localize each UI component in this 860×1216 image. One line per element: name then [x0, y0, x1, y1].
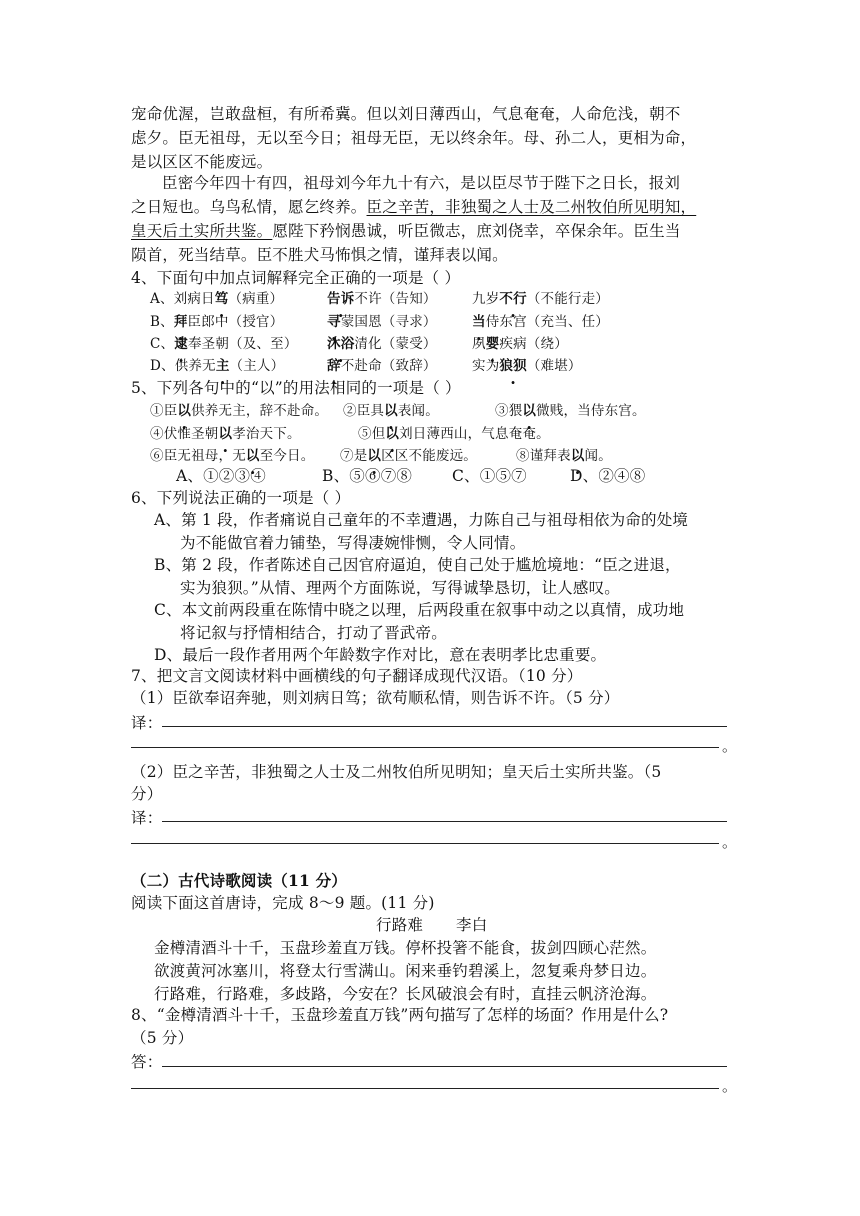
sentence-text: 区区不能废远。: [381, 448, 478, 464]
answer-line[interactable]: [162, 726, 727, 727]
dotted-word: 以: [384, 403, 398, 419]
poem-title: 行路难: [376, 916, 424, 934]
q6-option-c-cont: 将记叙与抒情相结合，打动了晋武帝。: [180, 624, 447, 642]
sentence-text: 至今日。: [259, 448, 315, 464]
passage-line: 臣密今年四十有四，祖母刘今年九十有六，是以臣尽节于陛下之日长，报刘: [162, 174, 681, 192]
dotted-word: 以: [367, 448, 382, 464]
dotted-word: 沐浴: [327, 336, 355, 352]
poem-verse: 行路难，行路难，多歧路，今安在？长风破浪会有时，直挂云帆济沧海。: [154, 985, 657, 1003]
question-4-stem: 4、下面句中加点词解释完全正确的一项是（ ）: [131, 269, 461, 287]
question-8-score: （5 分）: [131, 1029, 194, 1047]
sentence-text: 闻。: [584, 448, 612, 464]
question-6-stem: 6、下列说法正确的一项是（ ）: [131, 489, 351, 507]
dotted-word: 主: [215, 358, 230, 374]
section-heading: （二）古代诗歌阅读（11 分）: [131, 871, 347, 890]
q7-sentence-2: （2）臣之辛苦，非独蜀之人士及二州牧伯所见明知；皇天后土实所共鉴。（5: [131, 763, 662, 781]
dotted-word: 以: [245, 448, 260, 464]
sentence-text: ④伏惟圣朝: [150, 426, 219, 442]
option-text: 夙: [472, 336, 486, 352]
dotted-word: 以: [177, 403, 192, 419]
sentence-text: 供养无主，辞不赴命。: [191, 403, 329, 419]
answer-line[interactable]: [131, 1088, 719, 1089]
dotted-word: 笃: [214, 291, 229, 307]
q6-option-a: A、第 1 段，作者痛说自己童年的不幸遭遇，力陈自己与祖母相依为命的处境: [154, 511, 689, 529]
underlined-sentence: 臣之辛苦，非独蜀之人士及二州牧伯所见明知，: [366, 198, 697, 216]
sentence-text: ⑦是: [340, 448, 368, 464]
dotted-word: 逮: [174, 336, 188, 352]
question-5-stem: 5、下列各句中的“以”的用法相同的一项是（ ）: [131, 379, 461, 397]
gloss: （主人）: [229, 358, 285, 374]
dotted-word: 拜: [173, 314, 188, 330]
sentence-text: 孝治天下。: [232, 426, 301, 442]
question-7-stem: 7、把文言文阅读材料中画横线的句子翻译成现代汉语。（10 分）: [131, 667, 583, 685]
answer-line[interactable]: [131, 747, 719, 748]
gloss: （不能行走）: [526, 291, 610, 307]
dotted-word: 以: [522, 403, 537, 419]
dotted-word: 当: [472, 314, 486, 330]
dotted-word: 狼狈: [499, 358, 527, 374]
gloss: （病重）: [228, 291, 284, 307]
answer-line[interactable]: [162, 1066, 727, 1067]
passage-line: 宠命优渥，岂敢盘桓，有所希冀。但以刘日薄西山，气息奄奄，人命危浅，朝不: [131, 105, 681, 123]
answer-line[interactable]: [162, 821, 727, 822]
option-text: B、: [150, 314, 174, 330]
sentence-text: 微贱，当侍东宫。: [536, 403, 646, 419]
q6-option-a-cont: 为不能做官着力铺垫，写得凄婉悱恻，令人同情。: [180, 534, 526, 552]
q6-option-b: B、第 2 段，作者陈述自己因官府逼迫，使自己处于尴尬境地：“臣之进退，: [154, 556, 681, 574]
option-text: D、供养无: [150, 358, 216, 374]
dotted-word: 以: [218, 426, 233, 442]
answer-line[interactable]: [131, 843, 719, 844]
poem-verse: 欲渡黄河冰塞川，将登太行雪满山。闲来垂钓碧溪上，忽复乘舟梦日边。: [154, 962, 657, 980]
option-text: C、: [150, 336, 175, 352]
sentence-text: ①臣: [150, 403, 178, 419]
option-text: 不赴命（致辞）: [340, 358, 437, 374]
dotted-word: 告诉: [327, 291, 355, 307]
passage-line: 虑夕。臣无祖母，无以至今日；祖母无臣，无以终余年。母、孙二人，更相为命，: [131, 129, 697, 147]
option-text: 清化（蒙受）: [354, 336, 437, 352]
sentence-text: 刘日薄西山，气息奄奄。: [399, 426, 550, 442]
option-text: 九岁: [472, 291, 500, 307]
choice-c: C、①⑤⑦: [452, 467, 527, 485]
sentence-text: ⑤但: [358, 426, 386, 442]
option-text: 臣郎中（授官）: [187, 314, 284, 330]
option-text: 奉圣朝（及、至）: [187, 336, 298, 352]
choice-a: A、①②③④: [176, 467, 266, 485]
dotted-word: 辞: [327, 358, 341, 374]
passage-line: 陨首，死当结草。臣不胜犬马怖惧之情，谨拜表以闻。: [131, 246, 508, 264]
period-mark: 。: [722, 833, 738, 851]
option-text: A、刘病日: [150, 291, 215, 307]
option-text: 实为: [472, 358, 500, 374]
sentence-text: ⑧谨拜表: [516, 448, 571, 464]
answer-label: 答：: [131, 1053, 163, 1071]
option-text: 不许（告知）: [354, 291, 437, 307]
q6-option-b-cont: 实为狼狈。”从情、理两个方面陈说，写得诚挚恳切，让人感叹。: [180, 579, 620, 597]
period-mark: 。: [722, 1077, 738, 1095]
question-8-stem: 8、“金樽清酒斗十千，玉盘珍羞直万钱”两句描写了怎样的场面？作用是什么?: [131, 1006, 669, 1024]
period-mark: 。: [722, 737, 738, 755]
passage-line: [131, 195, 696, 219]
section-intro: 阅读下面这首唐诗，完成 8～9 题。(11 分): [131, 894, 435, 912]
answer-label: 译：: [131, 809, 163, 827]
q7-sentence-2-cont: 分）: [131, 785, 163, 803]
choice-d: D、②④⑧: [570, 467, 646, 485]
sentence-text: ⑥臣无祖母，无: [150, 448, 246, 464]
dotted-word: 以: [385, 426, 400, 442]
sentence-text: 表闻。: [397, 403, 439, 419]
answer-label: 译：: [131, 714, 163, 732]
gloss: （难堪）: [526, 358, 582, 374]
passage-line: 是以区区不能废远。: [131, 153, 273, 171]
passage-text: 愿陛下矜悯愚诚，听臣微志，庶刘侥幸，卒保余年。臣生当: [272, 222, 681, 240]
sentence-text: ②臣具: [343, 403, 385, 419]
dotted-word: 以: [570, 448, 585, 464]
q7-sentence-1: （1）臣欲奉诏奔驰，则刘病日笃；欲苟顺私情，则告诉不许。（5 分）: [131, 689, 620, 707]
option-text: 蒙国恩（寻求）: [340, 314, 437, 330]
option-text: 侍东宫（充当、任）: [485, 314, 610, 330]
dotted-word: 不行: [499, 291, 527, 307]
poem-author: 李白: [456, 916, 488, 934]
passage-text: 之日短也。乌鸟私情，愿乞终养。: [131, 198, 367, 216]
underlined-sentence: 皇天后土实所共鉴。: [131, 222, 273, 240]
sentence-text: ③猥: [495, 403, 523, 419]
passage-line: [131, 219, 681, 243]
q6-option-d: D、最后一段作者用两个年龄数字作对比，意在表明孝比忠重要。: [154, 646, 607, 664]
poem-verse: 金樽清酒斗十千，玉盘珍羞直万钱。停杯投箸不能食，拔剑四顾心茫然。: [154, 939, 657, 957]
gloss: 疾病（绕）: [499, 336, 568, 352]
dotted-word: 寻: [327, 314, 341, 330]
choice-b: B、⑤⑥⑦⑧: [322, 467, 413, 485]
q6-option-c: C、本文前两段重在陈情中晓之以理，后两段重在叙事中动之以真情，成功地: [154, 601, 685, 619]
dotted-word: 婴: [485, 336, 500, 352]
